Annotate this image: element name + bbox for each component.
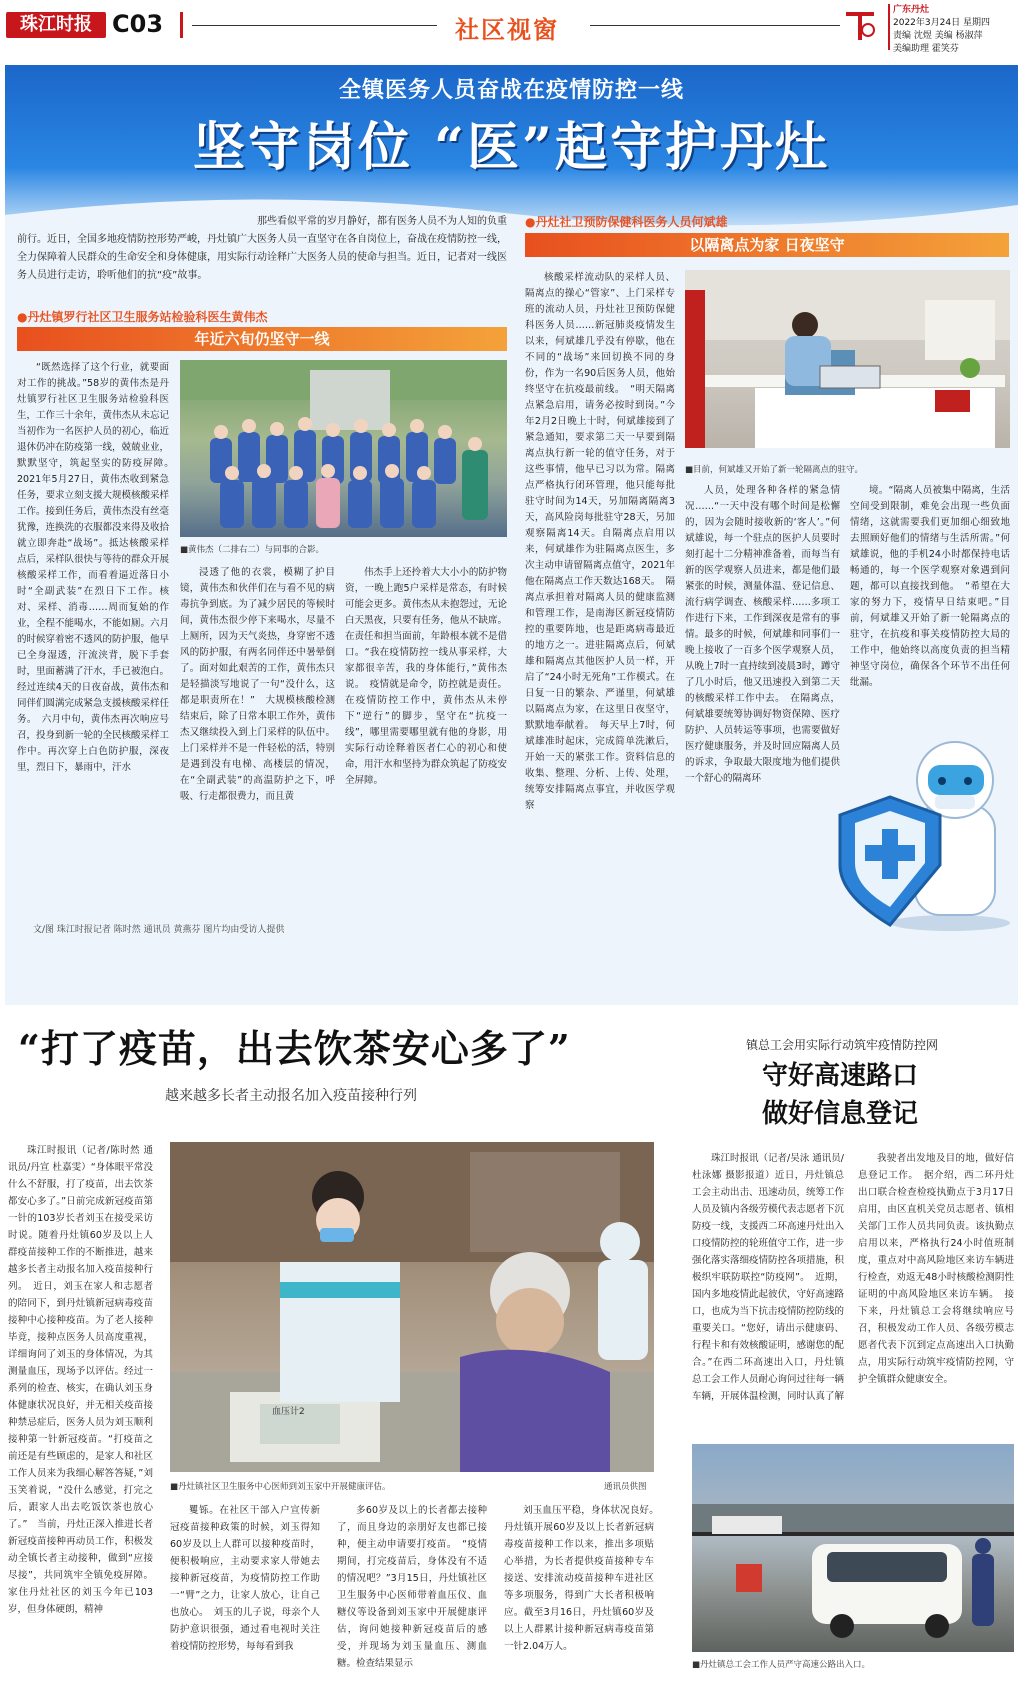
masthead-red-rule	[888, 4, 890, 50]
vaccine-photo-caption: ■丹灶镇社区卫生服务中心医师到刘玉家中开展健康评估。	[170, 1482, 391, 1492]
road-kicker: 镇总工会用实际行动筑牢疫情防控网	[746, 1038, 939, 1052]
road-title-line2: 做好信息登记	[762, 1099, 919, 1129]
section1-banner: 年近六旬仍坚守一线	[17, 327, 507, 351]
editor-credit: 责编 沈煜 美编 杨淑萍	[893, 31, 983, 41]
feature-byline: 文/图 珠江时报记者 陈时然 通讯员 黄燕芬 图片均由受访人提供	[33, 925, 285, 935]
section2-col3: 境。“隔离人员被集中隔离，生活空间受到限制，难免会出现一些负面情绪，这就需要我们更加细心细致地去照顾好他们的情绪与生活所需。”何斌雄说，他的手机24小时都保持电话畅通的，每一个医学观察对象遇到问题，都可以直接找到他。 “希望在大家的努力下，疫情早日结束吧。”目前，何斌雄又开始了新一轮隔离点的驻守，在抗疫和事关疫情防控大局的工作中，他始终以高度负责的担当精神坚守岗位，确保各个环节不出任何纰漏。	[850, 485, 1010, 688]
road-col2: 我驶者出发地及目的地，做好信息登记工作。 据介绍，西二环丹灶出口联合检查检疫执勤点于3月17日启用，由区直机关党员志愿者、镇相关部门工作人员共同负责。该执勤点启用以来，严格执行24小时值班制度，重点对中高风险地区来访车辆进行检查，劝返无48小时核酸检测阴性证明的中高风险地区来访车辆。 接下来，丹灶镇总工会将继续响应号召，积极发动工作人员、各级劳模志愿者代表下沉到定点高速出入口执勤点，用实际行动筑牢疫情防控网，守护全镇群众健康安全。	[858, 1153, 1014, 1385]
vaccine-photo	[170, 1142, 654, 1472]
editor-assistant: 美编助理 霍笑芬	[893, 44, 959, 54]
header-rule-left	[192, 25, 437, 26]
danzao-logo-icon	[840, 6, 880, 48]
section2-photo	[685, 270, 1010, 448]
feature-title: 坚守岗位 “医”起守护丹灶	[193, 117, 830, 178]
vaccine-col2: 矍铄。在社区干部入户宣传新冠疫苗接种政策的时候，刘玉得知60岁及以上人群可以接种疫苗时，便积极响应，主动要求家人带她去接种新冠疫苗，为疫情防控工作助一“臂”之力，让家人放心，让自己也放心。 刘玉的儿子说，母亲个人防护意识很强，通过看电视时关注着疫情防控形势，每每看到我	[170, 1505, 320, 1652]
paper-name-logo: 珠江时报	[6, 12, 106, 38]
section2-col1: 核酸采样流动队的采样人员、隔离点的操心“管家”、上门采样专班的流动人员，丹灶社卫预防保健科医务人员……新冠肺炎疫情发生以来，何斌雄几乎没有停歇，他在不同的“战场”来回切换不同的身份，作为一名90后医务人员，他始终坚守在抗疫最前线。 “明天隔离点紧急启用，请务必按时到岗。”今年2月2日晚上十时，何斌雄接到了紧急通知，要求第二天一早要到隔离点执行新一轮的值守任务，对于这些事情，他早已习以为常。隔离点严格执行闭环管理，他只能每批驻守时间为14天，另加隔离隔离3天，高风险岗每批驻守28天，另加观察隔离14天。自隔离点启用以来，何斌雄作为驻隔离点医生，多次主动申请留隔离点值守，2021年他在隔离点工作天数达168天。 隔离点承担着对隔离人员的健康监测和管理工作，是南海区新冠疫情防控的重要阵地，也是距离病毒最近的地方之一。进驻隔离点后，何斌雄和隔离点其他医护人员一样，开启了“24小时无死角”工作模式。在日复一日的繁杂、严谨里，何斌雄以隔离点为家，在这里日夜坚守，默默地奉献着。 每天早上7时，何斌雄准时起床，完成简单洗漱后，开始一天的紧张工作。资料信息的收集、整理、分析、上传、处理，统筹安排隔离点事宜，并收医学观察	[525, 272, 675, 811]
road-col1: 珠江时报讯（记者/吴泳 通讯员/杜泳娜 摄影报道）近日，丹灶镇总工会主动出击、迅速动员，统筹工作人员及镇内各级劳模代表志愿者下沉防疫一线，支援西二环高速丹灶出入口疫情防控的轮班值守工作，进一步强化落实落细疫情防控各项措施，积极织牢联防联控“防疫网”。 近期，国内多地疫情此起彼伏，守好高速路口，也成为当下抗击疫情防控防线的重要关口。“您好，请出示健康码、行程卡和有效核酸证明，感谢您的配合。”在西二环高速出入口，丹灶镇总工会工作人员耐心询问过往每一辆车辆，开展体温检测，同时认真了解	[692, 1153, 845, 1402]
logo-text: 广东丹灶	[893, 5, 930, 15]
issue-date: 2022年3月24日 星期四	[893, 18, 990, 28]
section1-col1: “既然选择了这个行业，就要面对工作的挑战。”58岁的黄伟杰是丹灶镇罗行社区卫生服务站检验科医生，工作三十余年，黄伟杰从未忘记当初作为一名医护人员的初心，临近退休仍冲在防疫第一线，兢兢业业，默默坚守，筑起坚实的防疫屏障。 2021年5月27日，黄伟杰收到紧急任务，要求立刻支援大规模核酸采样工作。接到任务后，黄伟杰没有丝毫犹豫，连换洗的衣服都没来得及收拾就立即奔赴“战场”。抵达核酸采样点后，采样队很快与等待的群众开展核酸采样工作，而看着逼近落日小时“全副武装”在烈日下工作。核对、采样、消毒……周而复始的作业，全程不能喝水，不能如厕。六月的时候穿着密不透风的防护服，他早已全身湿透，汗流浃背，脱下手套时，里面蓄满了汗水，手已被泡白。经过连续4天的日夜奋战，黄伟杰和同伴们圆满完成紧急支援核酸采样任务。 六月中旬，黄伟杰再次响应号召，投身到新一轮的全民核酸采样工作中。再次穿上白色防护服，深夜里，烈日下，暴雨中，汗水	[17, 362, 179, 773]
section2-photo-caption: ■目前，何斌雄又开始了新一轮隔离点的驻守。	[685, 465, 864, 475]
vaccine-title: “打了疫苗，出去饮茶安心多了”	[18, 1026, 571, 1071]
road-photo	[692, 1444, 1014, 1652]
section1-intro: ●丹灶镇罗行社区卫生服务站检验科医生黄伟杰	[17, 310, 268, 324]
section1-col3: 伟杰手上还拎着大大小小的防护物资，一晚上跑5户采样是常态，有时候可能会更多。黄伟杰从未抱怨过，无论白天黑夜，只要有任务，他从不缺席。在责任和担当面前，年龄根本就不是借口。“我在疫情防控一线从事采样，大家都很辛苦，我的身体能行，”黄伟杰说。 疫情就是命令，防控就是责任。在疫情防控工作中，黄伟杰从未停下“逆行”的脚步，坚守在“抗疫一线”，哪里需要哪里就有他的身影，用实际行动诠释着医者仁心的初心和使命，用汗水和坚持为群众筑起了防疫安全屏障。	[345, 567, 507, 786]
vaccine-subtitle: 越来越多长者主动报名加入疫苗接种行列	[165, 1088, 417, 1104]
vaccine-col1: 珠江时报讯（记者/陈时然 通讯员/丹宣 杜嘉雯）“身体眼平常没什么不舒服，打了疫苗，出去饮茶都安心多了。”日前完成新冠疫苗第一针的103岁长者刘玉在接受采访时说。随着丹灶镇60岁及以上人群疫苗接种工作的不断推进，越来越多长者主动报名加入疫苗接种行列。 近日，刘玉在家人和志愿者的陪同下，到丹灶镇新冠病毒疫苗接种中心接种疫苗。为了老人接种毕竟，接种点医务人员高度重视，详细询问了刘玉的身体情况，为其测量血压，现场予以评估。经过一系列的检查、核实，在确认刘玉身体健康状况良好，并无相关疫苗接种禁忌症后，医务人员为刘玉顺利接种第一针新冠疫苗。“打疫苗之前还是有些顾虑的，是家人和社区工作人员来为我细心解答答疑，”刘玉笑着说，“没什么感觉，打完之后，跟家人出去吃饭饮茶也放心了。” 当前，丹灶正深入推进长者新冠疫苗接种再动员工作，积极发动全镇长者主动接种，做到“应接尽接”，共同筑牢全镇免疫屏障。家住丹灶社区的刘玉今年已103岁，但身体硬朗，精神	[8, 1145, 153, 1615]
vaccine-col4: 刘玉血压平稳，身体状况良好。 丹灶镇开展60岁及以上长者新冠病毒疫苗接种工作以来，推出多项贴心举措，为长者提供疫苗接种专车接送、安排流动疫苗接种车进社区等多项服务，得到广大长者积极响应。截至3月16日，丹灶镇60岁及以上人群累计接种新冠病毒疫苗第一针2.04万人。	[504, 1505, 664, 1652]
header-rule-right	[590, 25, 840, 26]
doctor-mascot-illustration	[830, 725, 1015, 935]
road-photo-caption: ■丹灶镇总工会工作人员严守高速公路出入口。	[692, 1660, 871, 1670]
section2-col2: 人员，处理各种各样的紧急情况……“一天中没有哪个时间是松懈的，因为会随时接收新的‘客人’。”何斌雄说，每一个驻点的医护人员要时刻打起十二分精神准备着，而每当有新的医学观察人员进来，都是他们最紧张的时候，测量体温、登记信息、流行病学调查、核酸采样……多项工作进行下来，工作到深夜是常有的事情。最多的时候，何斌雄和同事们一晚上接收了一百多个医学观察人员，从晚上7时一直持续到凌晨3时，蹲守了几小时后，他又迅速投入到第二天的核酸采样工作中去。 在隔离点，何斌雄要统筹协调好物资保障、医疗防护、人员转运等事项，也需要做好医疗健康服务，并及时回应隔离人员的诉求，争取最大限度地为他们提供一个舒心的隔离环	[685, 485, 840, 784]
vaccine-col3: 多60岁及以上的长者都去接种了，而且身边的亲朋好友也都已接种，便主动申请要打疫苗。 “疫情期间，打完疫苗后，身体没有不适的情况吧？”3月15日，丹灶镇社区卫生服务中心医师带着血压仪、血糖仪等设备到刘玉家中开展健康评估，询问她接种新冠疫苗后的感受，并现场为刘玉量血压、测血糖。检查结果显示	[337, 1505, 487, 1669]
vaccine-photo-credit: 通讯员供图	[604, 1482, 647, 1492]
section1-photo	[180, 360, 507, 537]
section2-banner: 以隔离点为家 日夜坚守	[525, 233, 1009, 257]
bp-monitor-label: 血压计2	[272, 1407, 305, 1417]
masthead-divider	[180, 12, 183, 38]
page-number: C03	[112, 10, 164, 38]
section2-intro: ●丹灶社卫预防保健科医务人员何斌雄	[525, 215, 728, 229]
section1-photo-caption: ■黄伟杰（二排右二）与同事的合影。	[180, 545, 325, 555]
section1-col2: 浸透了他的衣裳，模糊了护目镜，黄伟杰和伙伴们在与看不见的病毒抗争到底。为了减少居民的等候时间，黄伟杰很少停下来喝水，尽量不上厕所，因为天气炎热，身穿密不透风的防护服，有两名同伴还中暑晕倒了。面对如此艰苦的工作，黄伟杰只是轻描淡写地说了一句“没什么，这都是职责所在！” 大规模核酸检测结束后，除了日常本职工作外，黄伟杰又继续投入到上门采样的队伍中。上门采样并不是一件轻松的活，特别是遇到没有电梯、高楼层的情况，在“全副武装”的高温防护之下，呼吸、行走都很费力，而且黄	[180, 567, 335, 802]
masthead	[0, 0, 1024, 56]
feature-lead: 那些看似平常的岁月静好，都有医务人员不为人知的负重前行。近日，全国多地疫情防控形势严峻，丹灶镇广大医务人员一直坚守在各自岗位上，奋战在疫情防控一线，全力保障着人民群众的生命安全和身体健康，用实际行动诠释广大医务人员的使命与担当。近日，记者对一线医务人员进行走访，聆听他们的抗“疫”故事。	[17, 216, 507, 281]
road-title-line1: 守好高速路口	[762, 1061, 919, 1091]
feature-article	[5, 65, 1018, 1005]
feature-kicker: 全镇医务人员奋战在疫情防控一线	[338, 78, 684, 103]
section-title: 社区视窗	[455, 16, 559, 44]
